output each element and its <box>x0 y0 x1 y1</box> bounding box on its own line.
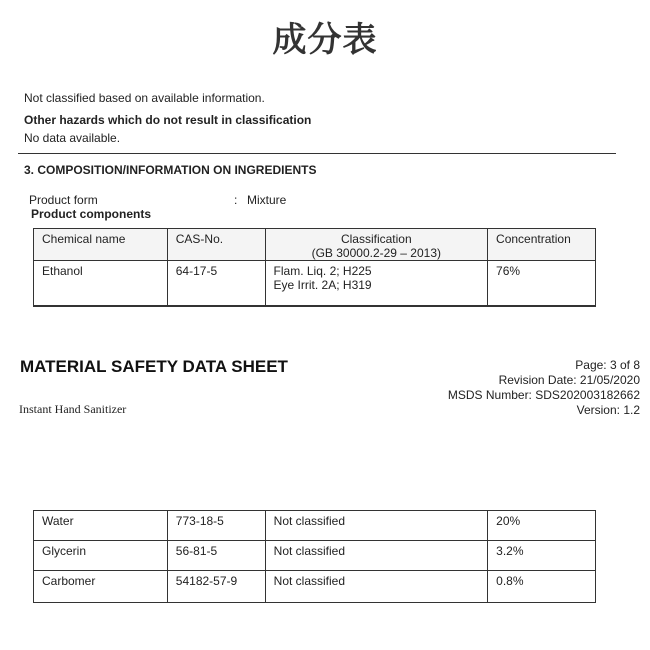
not-classified-text: Not classified based on available information. <box>24 91 265 105</box>
cell-classification: Not classified <box>265 571 488 603</box>
msds-number: MSDS Number: SDS202003182662 <box>447 388 640 402</box>
cell-name: Carbomer <box>34 571 168 603</box>
table-row <box>34 261 596 306</box>
cell-concentration: 3.2% <box>488 541 596 571</box>
cell-name: Water <box>34 511 168 541</box>
cell-cas: 56-81-5 <box>167 541 265 571</box>
cell-cas: 64-17-5 <box>167 261 265 306</box>
revision-date: Revision Date: 21/05/2020 <box>498 373 640 387</box>
header-concentration: Concentration <box>488 229 596 261</box>
cell-classification: Not classified <box>265 511 488 541</box>
cell-cas: 54182-57-9 <box>167 571 265 603</box>
cell-classification: Not classified <box>265 541 488 571</box>
table-row <box>34 571 596 603</box>
header-classification-line1: Classification <box>340 232 412 246</box>
classification-line: Eye Irrit. 2A; H319 <box>273 278 372 292</box>
cell-concentration: 0.8% <box>488 571 596 603</box>
product-form-separator: : <box>234 193 238 207</box>
page-title: 成分表 <box>272 20 378 60</box>
ingredients-table-top <box>33 228 596 307</box>
table-row <box>34 511 596 541</box>
cell-classification <box>265 261 488 306</box>
product-name: Instant Hand Sanitizer <box>19 402 127 416</box>
version: Version: 1.2 <box>576 403 640 417</box>
page-number: Page: 3 of 8 <box>575 358 640 372</box>
msds-title: MATERIAL SAFETY DATA SHEET <box>20 357 288 376</box>
product-components-heading: Product components <box>31 207 152 221</box>
other-hazards-value: No data available. <box>24 131 121 145</box>
cell-concentration: 20% <box>488 511 596 541</box>
document-meta <box>448 358 640 418</box>
section-divider <box>18 153 616 154</box>
header-chemical-name: Chemical name <box>34 229 168 261</box>
table-row <box>34 541 596 571</box>
header-classification <box>265 229 488 261</box>
table-header-row <box>34 229 596 261</box>
classification-line: Flam. Liq. 2; H225 <box>273 264 372 278</box>
cell-concentration: 76% <box>488 261 596 306</box>
product-form-value: Mixture <box>247 193 287 207</box>
other-hazards-heading: Other hazards which do not result in classification <box>24 113 312 127</box>
ingredients-table-bottom <box>33 510 596 603</box>
section3-heading: 3. COMPOSITION/INFORMATION ON INGREDIENTS <box>24 163 317 177</box>
cell-cas: 773-18-5 <box>167 511 265 541</box>
cell-name: Glycerin <box>34 541 168 571</box>
product-form-label: Product form <box>29 193 98 207</box>
cell-name: Ethanol <box>34 261 168 306</box>
header-classification-line2: (GB 30000.2-29 – 2013) <box>311 246 441 260</box>
header-cas-no: CAS-No. <box>167 229 265 261</box>
